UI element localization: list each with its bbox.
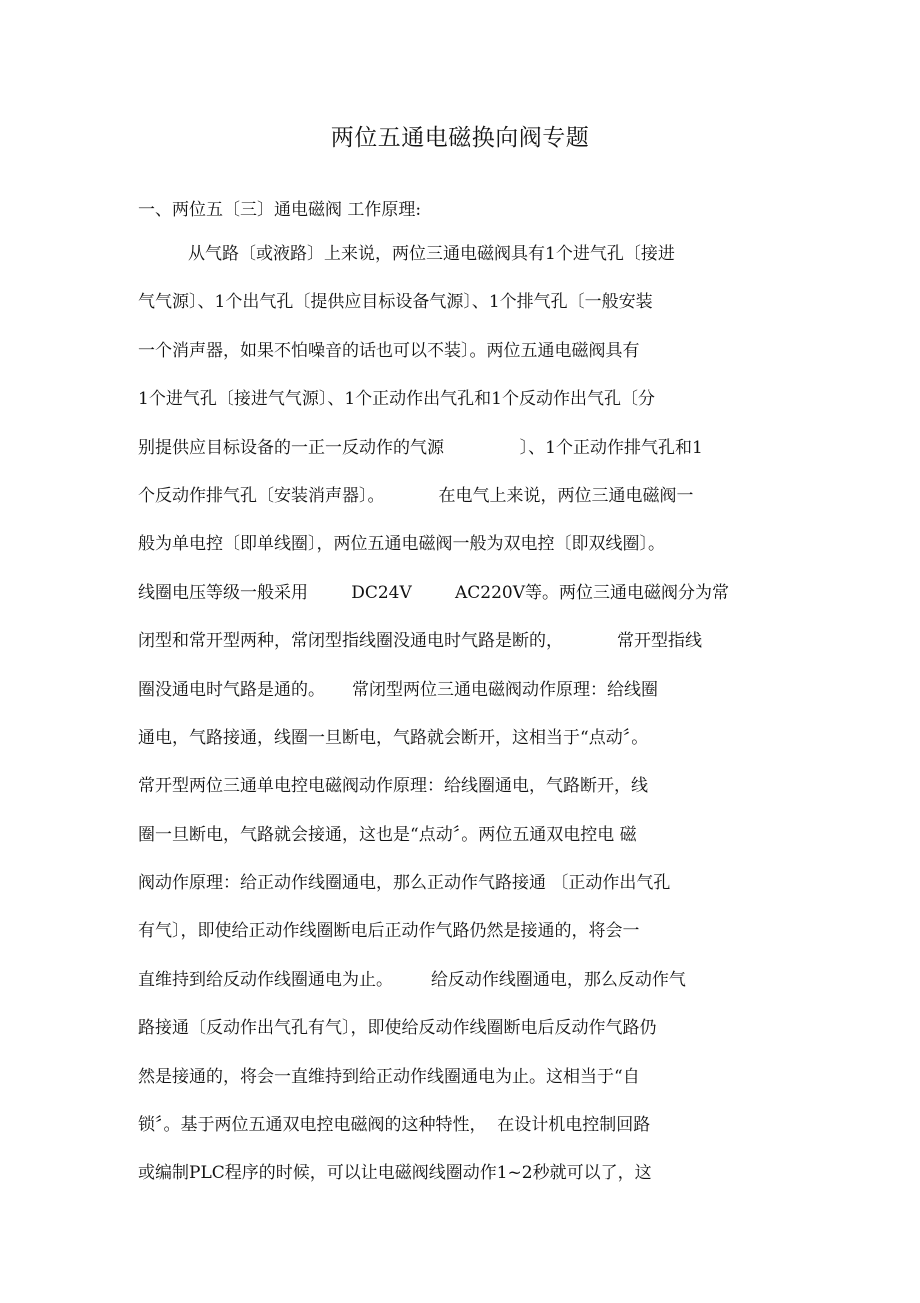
text-line: 然是接通的，将会一直维持到给正动作线圈通电为止。这相当于“自 (138, 1066, 640, 1087)
text-line: 气气源〕、1个出气孔〔提供应目标设备气源〕、1个排气孔〔一般安装 (138, 292, 653, 313)
text-line: 1个进气孔〔接进气气源〕、1个正动作出气孔和1个反动作出气孔〔分 (138, 389, 655, 410)
text-line: 阀动作原理：给正动作线圈通电，那么正动作气路接通 〔正动作出气孔 (138, 873, 671, 894)
text-line: 通电，气路接通，线圈一旦断电，气路就会断开，这相当于“点动〞。 (138, 727, 649, 748)
text-line: 般为单电控〔即单线圈〕，两位五通电磁阀一般为双电控〔即双线圈〕。 (138, 534, 665, 555)
text-line: 圈没通电时气路是通的。 常闭型两位三通电磁阀动作原理：给线圈 (138, 679, 659, 700)
text-line: 有气〕，即使给正动作线圈断电后正动作气路仍然是接通的，将会一 (138, 921, 640, 942)
text-line: 闭型和常开型两种，常闭型指线圈没通电时气路是断的， 常开型指线 (138, 631, 703, 652)
text-line: 路接通〔反动作出气孔有气〕，即使给反动作线圈断电后反动作气路仍 (138, 1018, 657, 1039)
text-line: 锁〞。基于两位五通双电控电磁阀的这种特性， 在设计机电控制回路 (138, 1115, 651, 1136)
text-line: 圈一旦断电，气路就会接通，这也是“点动〞。两位五通双电控电 磁 (138, 824, 637, 845)
document-title: 两位五通电磁换向阀专题 (330, 125, 590, 151)
body-text (138, 240, 798, 1208)
text-line: 或编制PLC程序的时候，可以让电磁阀线圈动作1~2秒就可以了，这 (138, 1163, 652, 1184)
text-line: 个反动作排气孔〔安装消声器〕。 在电气上来说，两位三通电磁阀一 (138, 485, 694, 506)
section-heading: 一、两位五〔三〕通电磁阀 工作原理: (138, 200, 422, 220)
text-line: 一个消声器，如果不怕噪音的话也可以不装〕。两位五通电磁阀具有 (138, 340, 640, 361)
text-line: 别提供应目标设备的一正一反动作的气源 〕、1个正动作排气孔和1 (138, 437, 703, 458)
text-line: 常开型两位三通单电控电磁阀动作原理：给线圈通电，气路断开，线 (138, 776, 648, 797)
text-line: 从气路〔或液路〕上来说，两位三通电磁阀具有1个进气孔〔接进 (188, 244, 675, 264)
text-line: 线圈电压等级一般采用 DC24V AC220V等。两位三通电磁阀分为常 (138, 582, 730, 603)
text-line: 直维持到给反动作线圈通电为止。 给反动作线圈通电，那么反动作气 (138, 969, 686, 990)
